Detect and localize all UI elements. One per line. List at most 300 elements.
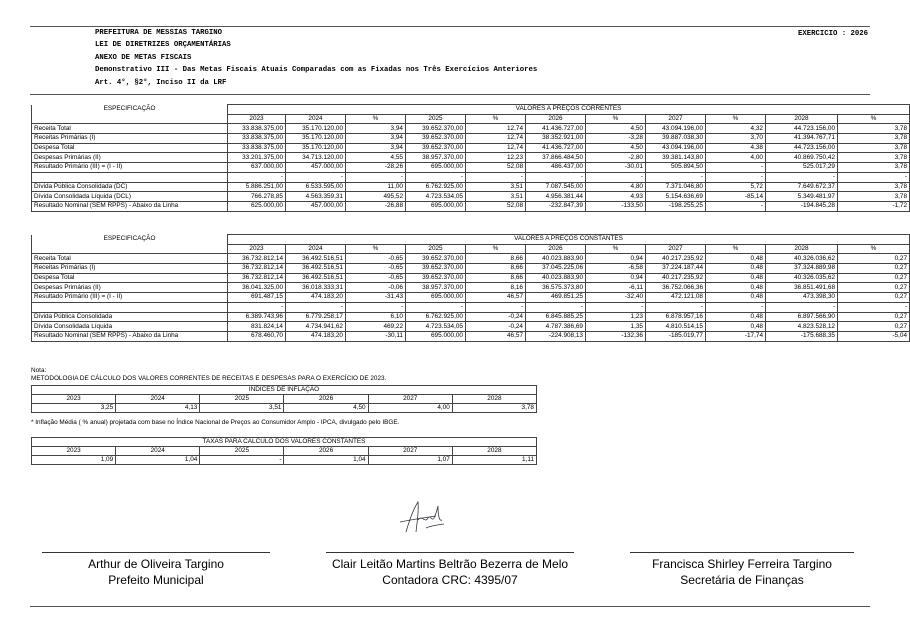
cell-value: 8,66 (466, 264, 526, 274)
inflation-title: INDICES DE INFLAÇÃO (32, 386, 537, 395)
rate-value: 1,09 (32, 456, 116, 465)
year-header: 2025 (200, 447, 284, 456)
row-label: Dívida Consolidada Líquida (DCL) (32, 192, 228, 202)
table-row (32, 264, 910, 274)
law-title: LEI DE DIRETRIZES ORÇAMENTÁRIAS (95, 41, 231, 50)
cell-value: 469.851,25 (526, 293, 586, 303)
cell-value: 11,00 (346, 182, 406, 192)
row-label: Resultado Primário (III) = (I - II) (32, 163, 228, 173)
cell-value: 7.649.672,37 (766, 182, 838, 192)
rate-value: 1,04 (284, 456, 368, 465)
column-header: % (586, 114, 646, 124)
cell-value: 695.000,00 (406, 201, 466, 211)
table-group-header (32, 235, 910, 245)
value-row (32, 456, 537, 465)
cell-value: 525.017,29 (766, 163, 838, 173)
rates-title: TAXAS PARA CALCULO DOS VALORES CONSTANTES (32, 438, 537, 447)
row-label (32, 302, 228, 312)
cell-value: 33.838.375,00 (228, 124, 286, 134)
table-row (32, 254, 910, 264)
cell-value: 0,27 (838, 293, 910, 303)
cell-value: - (526, 302, 586, 312)
column-header: 2026 (526, 244, 586, 254)
cell-value: 3,78 (838, 134, 910, 144)
cell-value: 39.652.370,00 (406, 273, 466, 283)
cell-value: - (406, 302, 466, 312)
entity-name: PREFEITURA DE MESSIAS TARGINO (95, 29, 222, 37)
cell-value: -132,36 (586, 331, 646, 341)
cell-value: 474.183,20 (286, 331, 346, 341)
spec-header-spacer (32, 114, 228, 124)
rate-value: 3,25 (32, 404, 116, 413)
table-row (32, 322, 910, 332)
signer-name: Clair Leitão Martins Beltrão Bezerra de Melo (331, 557, 569, 571)
cell-value: -28,26 (346, 163, 406, 173)
exercise-year: EXERCICIO : 2026 (797, 30, 868, 38)
row-label: Resultado Nominal (SEM RPPS) - Abaixo da Linha (32, 331, 228, 341)
table-group-header (32, 105, 910, 115)
year-header: 2026 (284, 395, 368, 404)
column-header: % (346, 244, 406, 254)
cell-value: 40.326.036,62 (766, 254, 838, 264)
cell-value: 40.217.235,92 (646, 254, 706, 264)
cell-value: 0,48 (706, 273, 766, 283)
cell-value: 43.094.196,00 (646, 124, 706, 134)
cell-value: -0,24 (466, 322, 526, 332)
statement-title: Demonstrativo III - Das Metas Fiscais Atuais Comparadas com as Fixadas nos Três Exercícios Anteriores (95, 66, 538, 75)
column-header: % (706, 114, 766, 124)
cell-value: - (406, 172, 466, 182)
cell-value: 12,74 (466, 134, 526, 144)
table-row (32, 182, 910, 192)
cell-value: 3,78 (838, 124, 910, 134)
signature-line-1 (42, 552, 270, 553)
cell-value: 40.023.883,90 (526, 254, 586, 264)
inflation-footnote: * Inflação Média ( % anual) projetada com base no Índice Nacional de Preços ao Consumidor Amplo - IPCA, divulgado pelo IBGE. (31, 419, 400, 426)
cell-value: 40.326.035,62 (766, 273, 838, 283)
cell-value: 6.897.566,90 (766, 312, 838, 322)
cell-value: 8,66 (466, 254, 526, 264)
signer-role: Prefeito Municipal (108, 572, 204, 587)
cell-value: - (286, 172, 346, 182)
header-bottom-rule (30, 94, 870, 95)
rate-value: 3,78 (452, 404, 536, 413)
cell-value: 3,94 (346, 124, 406, 134)
row-label: Despesas Primárias (II) (32, 153, 228, 163)
row-label (32, 172, 228, 182)
cell-value: 0,48 (706, 312, 766, 322)
column-header: 2023 (228, 244, 286, 254)
cell-value: 0,27 (838, 322, 910, 332)
cell-value: -0,65 (346, 273, 406, 283)
row-label: Resultado Primário (III) = (I - II) (32, 293, 228, 303)
cell-value: 37.224.187,44 (646, 264, 706, 274)
cell-value: 4.723.534,05 (406, 322, 466, 332)
year-header: 2025 (200, 395, 284, 404)
year-header: 2027 (368, 395, 452, 404)
cell-value: - (526, 172, 586, 182)
cell-value: 474.183,20 (286, 293, 346, 303)
column-header: % (586, 244, 646, 254)
cell-value: 4,00 (706, 153, 766, 163)
cell-value: 457.000,00 (286, 163, 346, 173)
cell-value: -175.688,35 (766, 331, 838, 341)
cell-value: 4.723.534,05 (406, 192, 466, 202)
rate-value: 1,11 (452, 456, 536, 465)
cell-value: -0,65 (346, 254, 406, 264)
cell-value: - (346, 172, 406, 182)
cell-value: 3,78 (838, 153, 910, 163)
cell-value: 41.394.767,71 (766, 134, 838, 144)
cell-value: -3,28 (586, 134, 646, 144)
column-header: 2024 (286, 114, 346, 124)
methodology-text: METODOLOGIA DE CÁLCULO DOS VALORES CORRENTES DE RECEITAS E DESPESAS PARA O EXERCÍCIO DE 2023. (31, 375, 387, 382)
cell-value: -17,74 (706, 331, 766, 341)
cell-value: 39.652.370,00 (406, 254, 466, 264)
cell-value: - (766, 172, 838, 182)
cell-value: -26,88 (346, 201, 406, 211)
cell-value: 44.723.156,00 (766, 124, 838, 134)
cell-value: 39.381.143,80 (646, 153, 706, 163)
cell-value: 505.894,50 (646, 163, 706, 173)
cell-value: 3,78 (838, 143, 910, 153)
cell-value: 5.154.636,69 (646, 192, 706, 202)
cell-value: 37.324.889,98 (766, 264, 838, 274)
rate-value: 1,07 (368, 456, 452, 465)
cell-value: 44.723.156,00 (766, 143, 838, 153)
cell-value: 6.878.957,16 (646, 312, 706, 322)
cell-value: 8,66 (466, 273, 526, 283)
cell-value: 3,70 (706, 134, 766, 144)
table-column-header (32, 244, 910, 254)
year-header: 2023 (32, 395, 116, 404)
row-label: Despesa Total (32, 273, 228, 283)
cell-value: 46,57 (466, 293, 526, 303)
cell-value: 3,94 (346, 134, 406, 144)
note-label: Nota: (31, 367, 47, 374)
table-row (32, 201, 910, 211)
signature-block-2 (310, 557, 590, 588)
table-row (32, 273, 910, 283)
cell-value: 5.886.251,00 (228, 182, 286, 192)
constant-prices-table (31, 234, 910, 342)
cell-value: 36.492.516,51 (286, 273, 346, 283)
cell-value: - (586, 172, 646, 182)
cell-value: 3,94 (346, 143, 406, 153)
cell-value: 0,94 (586, 254, 646, 264)
cell-value: 35.170.120,00 (286, 134, 346, 144)
cell-value: 35.170.120,00 (286, 124, 346, 134)
cell-value: 495,52 (346, 192, 406, 202)
cell-value: 41.436.727,00 (526, 124, 586, 134)
cell-value: 36.752.066,36 (646, 283, 706, 293)
cell-value: -133,50 (586, 201, 646, 211)
cell-value: 0,27 (838, 273, 910, 283)
cell-value: - (346, 302, 406, 312)
cell-value: - (228, 172, 286, 182)
table-row (32, 331, 910, 341)
table-row (32, 153, 910, 163)
cell-value: - (838, 172, 910, 182)
cell-value: 473.398,30 (766, 293, 838, 303)
cell-value: -224.908,13 (526, 331, 586, 341)
cell-value: 37.045.225,06 (526, 264, 586, 274)
cell-value: - (766, 302, 838, 312)
cell-value: 0,48 (706, 283, 766, 293)
year-row (32, 447, 537, 456)
table-row (32, 163, 910, 173)
row-label: Receita Total (32, 124, 228, 134)
cell-value: 625.000,00 (228, 201, 286, 211)
cell-value: 3,78 (838, 182, 910, 192)
cell-value: 3,78 (838, 163, 910, 173)
signature-line-3 (630, 552, 854, 553)
cell-value: 6.762.925,00 (406, 312, 466, 322)
cell-value: -2,80 (586, 153, 646, 163)
cell-value: 36.732.812,14 (228, 273, 286, 283)
column-header: % (838, 244, 910, 254)
spec-header-spacer (32, 244, 228, 254)
cell-value: - (586, 302, 646, 312)
cell-value: 36.018.333,31 (286, 283, 346, 293)
table-row (32, 134, 910, 144)
table-column-header (32, 114, 910, 124)
group-header: VALORES A PREÇOS CORRENTES (228, 105, 910, 115)
cell-value: 6.779.258,17 (286, 312, 346, 322)
row-label: Dívida Pública Consolidada (32, 312, 228, 322)
cell-value: 695.000,00 (406, 163, 466, 173)
cell-value: 36.492.516,51 (286, 264, 346, 274)
cell-value: 486.437,00 (526, 163, 586, 173)
cell-value: 0,27 (838, 264, 910, 274)
cell-value: 6,10 (346, 312, 406, 322)
cell-value: - (706, 163, 766, 173)
spec-header: ESPECIFICAÇÃO (32, 235, 228, 245)
signature-block-3 (620, 557, 864, 588)
cell-value: 0,48 (706, 293, 766, 303)
cell-value: 12,74 (466, 124, 526, 134)
table-row (32, 293, 910, 303)
cell-value: 40.869.750,42 (766, 153, 838, 163)
rate-value: 4,00 (368, 404, 452, 413)
cell-value: 6.845.885,25 (526, 312, 586, 322)
cell-value: 695.000,00 (406, 293, 466, 303)
row-label: Despesas Primárias (II) (32, 283, 228, 293)
cell-value: -32,40 (586, 293, 646, 303)
cell-value: 4,38 (706, 143, 766, 153)
cell-value: 678.460,70 (228, 331, 286, 341)
cell-value: -1,72 (838, 201, 910, 211)
cell-value: 7.087.545,00 (526, 182, 586, 192)
rate-value: 4,50 (284, 404, 368, 413)
cell-value: - (706, 201, 766, 211)
cell-value: 1,23 (586, 312, 646, 322)
column-header: 2023 (228, 114, 286, 124)
year-header: 2026 (284, 447, 368, 456)
cell-value: 40.217.235,92 (646, 273, 706, 283)
cell-value: 472.121,08 (646, 293, 706, 303)
cell-value: 33.201.375,00 (228, 153, 286, 163)
cell-value: 637.000,00 (228, 163, 286, 173)
cell-value: 7.371.046,80 (646, 182, 706, 192)
row-label: Receitas Primárias (I) (32, 134, 228, 144)
cell-value: 766.278,85 (228, 192, 286, 202)
table-row (32, 172, 910, 182)
cell-value: 35.170.120,00 (286, 143, 346, 153)
annex-title: ANEXO DE METAS FISCAIS (95, 53, 192, 62)
signer-role: Contadora CRC: 4395/07 (382, 572, 518, 587)
cell-value: 4,50 (586, 143, 646, 153)
column-header: 2028 (766, 114, 838, 124)
cell-value: -0,06 (346, 283, 406, 293)
current-prices-table (31, 104, 910, 212)
column-header: 2026 (526, 114, 586, 124)
cell-value: 36.732.812,14 (228, 254, 286, 264)
cell-value: 39.652.370,00 (406, 124, 466, 134)
cell-value: -185.019,77 (646, 331, 706, 341)
cell-value: 36.732.812,14 (228, 264, 286, 274)
cell-value: 0,48 (706, 264, 766, 274)
row-label: Resultado Nominal (SEM RPPS) - Abaixo da Linha (32, 201, 228, 211)
year-header: 2024 (116, 395, 200, 404)
cell-value: 4,80 (586, 182, 646, 192)
cell-value: 39.652.370,00 (406, 264, 466, 274)
column-header: % (706, 244, 766, 254)
cell-value: 4,32 (706, 124, 766, 134)
rate-value: 3,51 (200, 404, 284, 413)
cell-value: 0,27 (838, 254, 910, 264)
legal-reference: Art. 4°, §2°, Inciso II da LRF (95, 78, 227, 87)
inflation-table (31, 385, 537, 413)
cell-value: - (466, 172, 526, 182)
cell-value: 4.787.386,69 (526, 322, 586, 332)
cell-value: -198.255,25 (646, 201, 706, 211)
cell-value: -30,01 (586, 163, 646, 173)
cell-value: - (706, 302, 766, 312)
cell-value: 0,94 (586, 273, 646, 283)
cell-value: 4.810.514,15 (646, 322, 706, 332)
year-row (32, 395, 537, 404)
value-row (32, 404, 537, 413)
bottom-rule (30, 606, 870, 607)
cell-value: 33.838.375,00 (228, 134, 286, 144)
cell-value: 34.713.120,00 (286, 153, 346, 163)
cell-value: -6,58 (586, 264, 646, 274)
cell-value: - (646, 302, 706, 312)
cell-value: - (838, 302, 910, 312)
rate-value: 4,13 (116, 404, 200, 413)
cell-value: 38.957.370,00 (406, 153, 466, 163)
cell-value: 5,72 (706, 182, 766, 192)
report-header (95, 27, 537, 89)
cell-value: 39.887.038,30 (646, 134, 706, 144)
spec-header: ESPECIFICAÇÃO (32, 105, 228, 115)
cell-value: 0,48 (706, 254, 766, 264)
cell-value: 36.041.325,00 (228, 283, 286, 293)
column-header: 2025 (406, 244, 466, 254)
cell-value: -5,04 (838, 331, 910, 341)
cell-value: 4.734.941,62 (286, 322, 346, 332)
cell-value: 38.352.921,00 (526, 134, 586, 144)
cell-value: 8,16 (466, 283, 526, 293)
signature-line-2 (326, 552, 574, 553)
table-row (32, 283, 910, 293)
cell-value: 4.956.381,44 (526, 192, 586, 202)
cell-value: - (466, 302, 526, 312)
cell-value: -194.845,28 (766, 201, 838, 211)
column-header: % (466, 244, 526, 254)
cell-value: 52,08 (466, 163, 526, 173)
column-header: 2028 (766, 244, 838, 254)
column-header: 2025 (406, 114, 466, 124)
cell-value: 5.349.481,97 (766, 192, 838, 202)
cell-value: 3,51 (466, 192, 526, 202)
cell-value: 37.866.484,50 (526, 153, 586, 163)
cell-value: 39.652.370,00 (406, 143, 466, 153)
cell-value: 469,22 (346, 322, 406, 332)
cell-value: 3,51 (466, 182, 526, 192)
cell-value: -232.847,39 (526, 201, 586, 211)
signer-name: Arthur de Oliveira Targino (88, 557, 224, 571)
signer-name: Francisca Shirley Ferreira Targino (652, 557, 832, 571)
row-label: Receitas Primárias (I) (32, 264, 228, 274)
cell-value: -30,11 (346, 331, 406, 341)
signature-scribble (392, 498, 452, 538)
cell-value: 40.023.883,90 (526, 273, 586, 283)
year-header: 2027 (368, 447, 452, 456)
table-row (32, 124, 910, 134)
year-header: 2028 (452, 447, 536, 456)
cell-value: -0,24 (466, 312, 526, 322)
table-row (32, 143, 910, 153)
cell-value: 38.957.370,00 (406, 283, 466, 293)
cell-value: 4.563.359,31 (286, 192, 346, 202)
column-header: % (838, 114, 910, 124)
row-label: Dívida Pública Consolidada (DC) (32, 182, 228, 192)
year-header: 2023 (32, 447, 116, 456)
column-header: % (466, 114, 526, 124)
rate-value: - (200, 456, 284, 465)
cell-value: 46,57 (466, 331, 526, 341)
column-header: 2027 (646, 244, 706, 254)
column-header: % (346, 114, 406, 124)
rates-table (31, 437, 537, 465)
row-label: Receita Total (32, 254, 228, 264)
cell-value: 33.838.375,00 (228, 143, 286, 153)
group-header: VALORES A PREÇOS CONSTANTES (228, 235, 910, 245)
signature-block-1 (42, 557, 270, 588)
cell-value: 0,48 (706, 322, 766, 332)
cell-value: 4,55 (346, 153, 406, 163)
cell-value: - (646, 172, 706, 182)
cell-value: 4,93 (586, 192, 646, 202)
cell-value: 691.487,15 (228, 293, 286, 303)
row-label: Dívida Consolidada Líquida (32, 322, 228, 332)
cell-value: - (228, 302, 286, 312)
cell-value: - (706, 172, 766, 182)
rate-value: 1,04 (116, 456, 200, 465)
cell-value: 6.762.925,00 (406, 182, 466, 192)
table-row (32, 312, 910, 322)
table-row (32, 302, 910, 312)
cell-value: 0,27 (838, 312, 910, 322)
cell-value: 52,08 (466, 201, 526, 211)
year-header: 2024 (116, 447, 200, 456)
cell-value: 831.824,14 (228, 322, 286, 332)
cell-value: -31,43 (346, 293, 406, 303)
column-header: 2024 (286, 244, 346, 254)
cell-value: -6,11 (586, 283, 646, 293)
